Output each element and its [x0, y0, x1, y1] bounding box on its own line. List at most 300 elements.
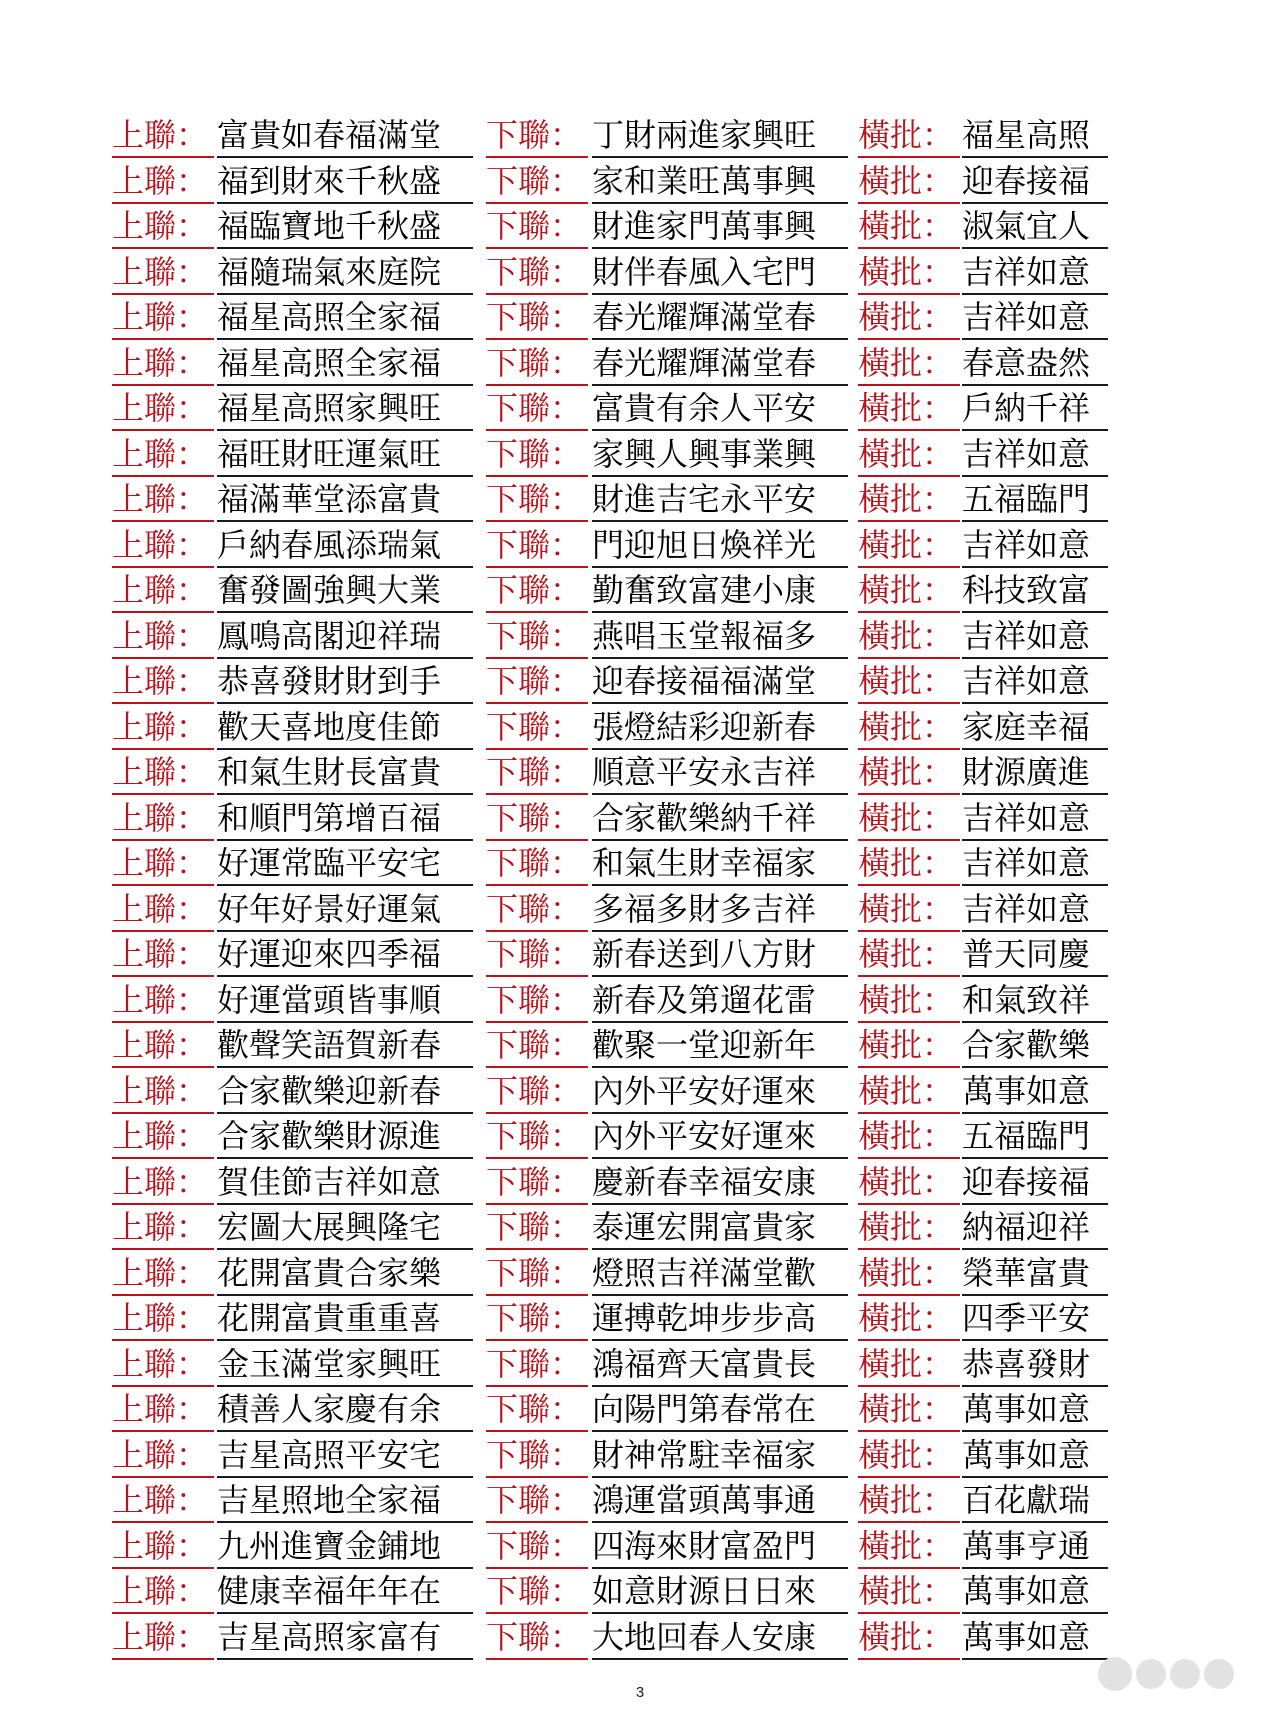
lower-couplet-label: 下聯： [486, 1071, 583, 1110]
underline-rule [112, 202, 214, 204]
lower-couplet-label: 下聯： [486, 298, 583, 336]
underline-rule [112, 247, 214, 249]
couplet-row [0, 615, 1280, 661]
underline-rule [858, 1430, 960, 1432]
lower-couplet-label: 下聯： [486, 116, 583, 154]
lower-couplet-label: 下聯： [486, 1526, 583, 1565]
underline-rule [858, 429, 960, 431]
underline-rule [962, 793, 1108, 795]
horizontal-scroll-label: 橫批： [858, 207, 955, 245]
underline-rule [962, 884, 1108, 886]
horizontal-scroll-text: 戶納千祥 [962, 389, 1091, 427]
underline-rule [486, 156, 588, 158]
upper-couplet-text: 好運常臨平安宅 [217, 844, 442, 882]
underline-rule [486, 1521, 588, 1523]
underline-rule [217, 793, 473, 795]
lower-couplet-text: 新春送到八方財 [592, 935, 817, 973]
underline-rule [112, 839, 214, 841]
underline-rule [858, 1658, 960, 1660]
horizontal-scroll-text: 吉祥如意 [962, 662, 1091, 700]
underline-rule [486, 384, 588, 386]
couplet-row [0, 1252, 1280, 1298]
horizontal-scroll-text: 五福臨門 [962, 480, 1091, 518]
couplet-row [0, 706, 1280, 752]
upper-couplet-label: 上聯： [112, 1162, 209, 1201]
horizontal-scroll-text: 福星高照 [962, 116, 1091, 154]
upper-couplet-label: 上聯： [112, 116, 209, 154]
lower-couplet-label: 下聯： [486, 662, 583, 700]
upper-couplet-label: 上聯： [112, 1071, 209, 1110]
horizontal-scroll-label: 橫批： [858, 935, 955, 973]
upper-couplet-text: 花開富貴重重喜 [217, 1299, 442, 1337]
horizontal-scroll-label: 橫批： [858, 798, 955, 837]
underline-rule [858, 520, 960, 522]
upper-couplet-text: 吉星高照平安宅 [217, 1435, 442, 1474]
lower-couplet-label: 下聯： [486, 571, 583, 609]
underline-rule [962, 1658, 1108, 1660]
lower-couplet-text: 迎春接福福滿堂 [592, 662, 817, 700]
upper-couplet-text: 宏圖大展興隆宅 [217, 1208, 442, 1246]
underline-rule [217, 884, 473, 886]
underline-rule [217, 657, 473, 659]
underline-rule [486, 748, 588, 750]
horizontal-scroll-label: 橫批： [858, 616, 955, 655]
lower-couplet-text: 內外平安好運來 [592, 1071, 817, 1110]
upper-couplet-label: 上聯： [112, 480, 209, 518]
upper-couplet-text: 福滿華堂添富貴 [217, 480, 442, 518]
couplet-row [0, 1070, 1280, 1116]
underline-rule [592, 1203, 848, 1205]
couplet-row [0, 842, 1280, 888]
underline-rule [962, 1203, 1108, 1205]
couplet-row [0, 569, 1280, 615]
underline-rule [858, 1248, 960, 1250]
upper-couplet-text: 福星高照全家福 [217, 343, 442, 382]
underline-rule [962, 384, 1108, 386]
underline-rule [592, 384, 848, 386]
underline-rule [962, 475, 1108, 477]
underline-rule [592, 338, 848, 340]
underline-rule [112, 566, 214, 568]
couplet-row [0, 478, 1280, 524]
horizontal-scroll-label: 橫批： [858, 1435, 955, 1474]
underline-rule [486, 1476, 588, 1478]
underline-rule [858, 1612, 960, 1614]
underline-rule [592, 1294, 848, 1296]
underline-rule [112, 1385, 214, 1387]
horizontal-scroll-label: 橫批： [858, 1617, 955, 1656]
underline-rule [112, 1294, 214, 1296]
couplet-row [0, 1115, 1280, 1161]
horizontal-scroll-text: 吉祥如意 [962, 525, 1091, 564]
underline-rule [112, 293, 214, 295]
horizontal-scroll-label: 橫批： [858, 1253, 955, 1292]
couplet-row [0, 1434, 1280, 1480]
underline-rule [486, 1066, 588, 1068]
underline-rule [217, 520, 473, 522]
horizontal-scroll-text: 四季平安 [962, 1299, 1091, 1337]
underline-rule [858, 748, 960, 750]
underline-rule [962, 202, 1108, 204]
couplet-row [0, 1388, 1280, 1434]
underline-rule [486, 293, 588, 295]
lower-couplet-label: 下聯： [486, 1344, 583, 1383]
underline-rule [962, 1476, 1108, 1478]
underline-rule [217, 611, 473, 613]
underline-rule [217, 293, 473, 295]
underline-rule [592, 611, 848, 613]
underline-rule [112, 1203, 214, 1205]
underline-rule [592, 884, 848, 886]
underline-rule [592, 1157, 848, 1159]
lower-couplet-text: 春光耀輝滿堂春 [592, 298, 817, 336]
underline-rule [112, 884, 214, 886]
lower-couplet-text: 運搏乾坤步步高 [592, 1299, 817, 1337]
upper-couplet-label: 上聯： [112, 1617, 209, 1656]
couplet-row [0, 296, 1280, 342]
underline-rule [858, 1385, 960, 1387]
upper-couplet-label: 上聯： [112, 980, 209, 1019]
couplet-row [0, 1570, 1280, 1616]
underline-rule [486, 1658, 588, 1660]
lower-couplet-label: 下聯： [486, 1572, 583, 1610]
horizontal-scroll-label: 橫批： [858, 252, 955, 291]
lower-couplet-text: 慶新春幸福安康 [592, 1162, 817, 1201]
horizontal-scroll-label: 橫批： [858, 1481, 955, 1519]
lower-couplet-text: 鴻運當頭萬事通 [592, 1481, 817, 1519]
underline-rule [217, 1248, 473, 1250]
underline-rule [592, 839, 848, 841]
upper-couplet-label: 上聯： [112, 343, 209, 382]
underline-rule [592, 247, 848, 249]
upper-couplet-label: 上聯： [112, 571, 209, 609]
underline-rule [486, 657, 588, 659]
lower-couplet-text: 丁財兩進家興旺 [592, 116, 817, 154]
upper-couplet-label: 上聯： [112, 1117, 209, 1155]
horizontal-scroll-text: 吉祥如意 [962, 298, 1091, 336]
underline-rule [962, 1430, 1108, 1432]
underline-rule [592, 1112, 848, 1114]
horizontal-scroll-label: 橫批： [858, 480, 955, 518]
couplet-row [0, 342, 1280, 388]
underline-rule [592, 1658, 848, 1660]
underline-rule [858, 1021, 960, 1023]
lower-couplet-label: 下聯： [486, 525, 583, 564]
underline-rule [112, 520, 214, 522]
lower-couplet-label: 下聯： [486, 707, 583, 746]
horizontal-scroll-text: 榮華富貴 [962, 1253, 1091, 1292]
lower-couplet-label: 下聯： [486, 1481, 583, 1519]
upper-couplet-label: 上聯： [112, 1390, 209, 1428]
underline-rule [592, 1339, 848, 1341]
horizontal-scroll-text: 迎春接福 [962, 161, 1091, 200]
underline-rule [486, 839, 588, 841]
underline-rule [112, 975, 214, 977]
lower-couplet-text: 家和業旺萬事興 [592, 161, 817, 200]
lower-couplet-label: 下聯： [486, 343, 583, 382]
underline-rule [217, 1567, 473, 1569]
underline-rule [486, 1203, 588, 1205]
underline-rule [217, 1203, 473, 1205]
underline-rule [486, 1567, 588, 1569]
underline-rule [217, 1658, 473, 1660]
underline-rule [858, 839, 960, 841]
lower-couplet-text: 財神常駐幸福家 [592, 1435, 817, 1474]
underline-rule [592, 975, 848, 977]
horizontal-scroll-text: 恭喜發財 [962, 1344, 1091, 1383]
lower-couplet-text: 順意平安永吉祥 [592, 753, 817, 791]
horizontal-scroll-label: 橫批： [858, 161, 955, 200]
underline-rule [112, 930, 214, 932]
underline-rule [112, 475, 214, 477]
underline-rule [486, 1294, 588, 1296]
lower-couplet-text: 家興人興事業興 [592, 434, 817, 473]
underline-rule [592, 1430, 848, 1432]
upper-couplet-text: 健康幸福年年在 [217, 1572, 442, 1610]
underline-rule [962, 1021, 1108, 1023]
horizontal-scroll-label: 橫批： [858, 1071, 955, 1110]
underline-rule [962, 748, 1108, 750]
upper-couplet-text: 奮發圖強興大業 [217, 571, 442, 609]
upper-couplet-label: 上聯： [112, 798, 209, 837]
underline-rule [112, 384, 214, 386]
underline-rule [592, 1521, 848, 1523]
lower-couplet-text: 合家歡樂納千祥 [592, 798, 817, 837]
upper-couplet-label: 上聯： [112, 1526, 209, 1565]
underline-rule [962, 657, 1108, 659]
underline-rule [858, 1521, 960, 1523]
horizontal-scroll-text: 普天同慶 [962, 935, 1091, 973]
underline-rule [858, 156, 960, 158]
lower-couplet-text: 富貴有余人平安 [592, 389, 817, 427]
underline-rule [217, 1430, 473, 1432]
underline-rule [217, 1021, 473, 1023]
underline-rule [112, 702, 214, 704]
underline-rule [592, 793, 848, 795]
couplet-row [0, 1343, 1280, 1389]
couplet-row [0, 751, 1280, 797]
underline-rule [112, 657, 214, 659]
underline-rule [592, 1612, 848, 1614]
underline-rule [486, 1112, 588, 1114]
couplet-row [0, 660, 1280, 706]
upper-couplet-label: 上聯： [112, 207, 209, 245]
horizontal-scroll-label: 橫批： [858, 662, 955, 700]
upper-couplet-label: 上聯： [112, 1026, 209, 1064]
lower-couplet-label: 下聯： [486, 1617, 583, 1656]
underline-rule [962, 429, 1108, 431]
upper-couplet-text: 福星高照家興旺 [217, 389, 442, 427]
underline-rule [858, 384, 960, 386]
horizontal-scroll-text: 吉祥如意 [962, 798, 1091, 837]
underline-rule [486, 702, 588, 704]
upper-couplet-label: 上聯： [112, 1481, 209, 1519]
underline-rule [858, 657, 960, 659]
underline-rule [217, 930, 473, 932]
underline-rule [962, 1248, 1108, 1250]
couplet-row [0, 114, 1280, 160]
horizontal-scroll-label: 橫批： [858, 434, 955, 473]
underline-rule [112, 1612, 214, 1614]
underline-rule [592, 520, 848, 522]
underline-rule [217, 338, 473, 340]
upper-couplet-label: 上聯： [112, 1435, 209, 1474]
lower-couplet-label: 下聯： [486, 1390, 583, 1428]
underline-rule [592, 748, 848, 750]
horizontal-scroll-text: 納福迎祥 [962, 1208, 1091, 1246]
underline-rule [592, 1385, 848, 1387]
horizontal-scroll-text: 吉祥如意 [962, 252, 1091, 291]
lower-couplet-text: 財進家門萬事興 [592, 207, 817, 245]
lower-couplet-text: 新春及第遛花雷 [592, 980, 817, 1019]
couplet-row [0, 1161, 1280, 1207]
upper-couplet-text: 福星高照全家福 [217, 298, 442, 336]
underline-rule [858, 793, 960, 795]
underline-rule [858, 202, 960, 204]
horizontal-scroll-text: 家庭幸福 [962, 707, 1091, 746]
upper-couplet-label: 上聯： [112, 662, 209, 700]
upper-couplet-text: 吉星照地全家福 [217, 1481, 442, 1519]
underline-rule [486, 520, 588, 522]
lower-couplet-label: 下聯： [486, 1208, 583, 1246]
horizontal-scroll-label: 橫批： [858, 1572, 955, 1610]
underline-rule [592, 702, 848, 704]
couplet-row [0, 205, 1280, 251]
lower-couplet-text: 燈照吉祥滿堂歡 [592, 1253, 817, 1292]
underline-rule [112, 1521, 214, 1523]
couplet-row [0, 251, 1280, 297]
upper-couplet-label: 上聯： [112, 844, 209, 882]
underline-rule [858, 1294, 960, 1296]
lower-couplet-label: 下聯： [486, 753, 583, 791]
horizontal-scroll-label: 橫批： [858, 571, 955, 609]
lower-couplet-label: 下聯： [486, 889, 583, 928]
horizontal-scroll-label: 橫批： [858, 1208, 955, 1246]
upper-couplet-label: 上聯： [112, 889, 209, 928]
horizontal-scroll-label: 橫批： [858, 1162, 955, 1201]
lower-couplet-text: 多福多財多吉祥 [592, 889, 817, 928]
underline-rule [592, 1567, 848, 1569]
underline-rule [217, 475, 473, 477]
underline-rule [858, 975, 960, 977]
horizontal-scroll-text: 百花獻瑞 [962, 1481, 1091, 1519]
upper-couplet-text: 鳳鳴高閣迎祥瑞 [217, 616, 442, 655]
couplet-row [0, 387, 1280, 433]
underline-rule [486, 1248, 588, 1250]
horizontal-scroll-text: 吉祥如意 [962, 434, 1091, 473]
upper-couplet-text: 吉星高照家富有 [217, 1617, 442, 1656]
upper-couplet-text: 福到財來千秋盛 [217, 161, 442, 200]
couplet-row [0, 888, 1280, 934]
underline-rule [217, 702, 473, 704]
upper-couplet-text: 合家歡樂迎新春 [217, 1071, 442, 1110]
lower-couplet-text: 如意財源日日來 [592, 1572, 817, 1610]
underline-rule [112, 1339, 214, 1341]
lower-couplet-label: 下聯： [486, 434, 583, 473]
horizontal-scroll-text: 迎春接福 [962, 1162, 1091, 1201]
horizontal-scroll-text: 五福臨門 [962, 1117, 1091, 1155]
underline-rule [962, 338, 1108, 340]
underline-rule [112, 1112, 214, 1114]
upper-couplet-text: 和順門第增百福 [217, 798, 442, 837]
underline-rule [858, 884, 960, 886]
underline-rule [217, 202, 473, 204]
lower-couplet-text: 鴻福齊天富貴長 [592, 1344, 817, 1383]
upper-couplet-text: 好年好景好運氣 [217, 889, 442, 928]
upper-couplet-text: 九州進寶金鋪地 [217, 1526, 442, 1565]
underline-rule [962, 293, 1108, 295]
upper-couplet-text: 賀佳節吉祥如意 [217, 1162, 442, 1201]
lower-couplet-text: 財進吉宅永平安 [592, 480, 817, 518]
lower-couplet-text: 向陽門第春常在 [592, 1390, 817, 1428]
horizontal-scroll-text: 科技致富 [962, 571, 1091, 609]
underline-rule [962, 1066, 1108, 1068]
underline-rule [486, 1157, 588, 1159]
upper-couplet-label: 上聯： [112, 1299, 209, 1337]
underline-rule [112, 429, 214, 431]
underline-rule [858, 338, 960, 340]
lower-couplet-text: 泰運宏開富貴家 [592, 1208, 817, 1246]
underline-rule [217, 975, 473, 977]
underline-rule [112, 1248, 214, 1250]
horizontal-scroll-label: 橫批： [858, 1117, 955, 1155]
underline-rule [486, 1385, 588, 1387]
underline-rule [592, 566, 848, 568]
lower-couplet-label: 下聯： [486, 207, 583, 245]
underline-rule [217, 1066, 473, 1068]
underline-rule [592, 1248, 848, 1250]
underline-rule [486, 1021, 588, 1023]
underline-rule [486, 884, 588, 886]
couplet-row [0, 1525, 1280, 1571]
lower-couplet-text: 門迎旭日煥祥光 [592, 525, 817, 564]
upper-couplet-text: 戶納春風添瑞氣 [217, 525, 442, 564]
underline-rule [962, 930, 1108, 932]
upper-couplet-label: 上聯： [112, 1572, 209, 1610]
lower-couplet-text: 燕唱玉堂報福多 [592, 616, 817, 655]
underline-rule [962, 247, 1108, 249]
underline-rule [962, 520, 1108, 522]
underline-rule [962, 611, 1108, 613]
lower-couplet-text: 大地回春人安康 [592, 1617, 817, 1656]
upper-couplet-text: 和氣生財長富貴 [217, 753, 442, 791]
lower-couplet-text: 勤奮致富建小康 [592, 571, 817, 609]
couplet-row [0, 1206, 1280, 1252]
underline-rule [858, 702, 960, 704]
lower-couplet-label: 下聯： [486, 798, 583, 837]
underline-rule [592, 1066, 848, 1068]
horizontal-scroll-text: 萬事如意 [962, 1572, 1091, 1610]
underline-rule [858, 1339, 960, 1341]
upper-couplet-text: 歡天喜地度佳節 [217, 707, 442, 746]
lower-couplet-text: 歡聚一堂迎新年 [592, 1026, 817, 1064]
upper-couplet-label: 上聯： [112, 1208, 209, 1246]
couplet-row [0, 979, 1280, 1025]
upper-couplet-text: 花開富貴合家樂 [217, 1253, 442, 1292]
underline-rule [486, 975, 588, 977]
upper-couplet-text: 富貴如春福滿堂 [217, 116, 442, 154]
underline-rule [486, 566, 588, 568]
couplet-row [0, 1479, 1280, 1525]
lower-couplet-label: 下聯： [486, 1253, 583, 1292]
underline-rule [486, 1430, 588, 1432]
upper-couplet-label: 上聯： [112, 525, 209, 564]
horizontal-scroll-text: 萬事如意 [962, 1617, 1091, 1656]
watermark-circle [1098, 1657, 1132, 1691]
upper-couplet-text: 福臨寶地千秋盛 [217, 207, 442, 245]
underline-rule [592, 1476, 848, 1478]
upper-couplet-label: 上聯： [112, 935, 209, 973]
